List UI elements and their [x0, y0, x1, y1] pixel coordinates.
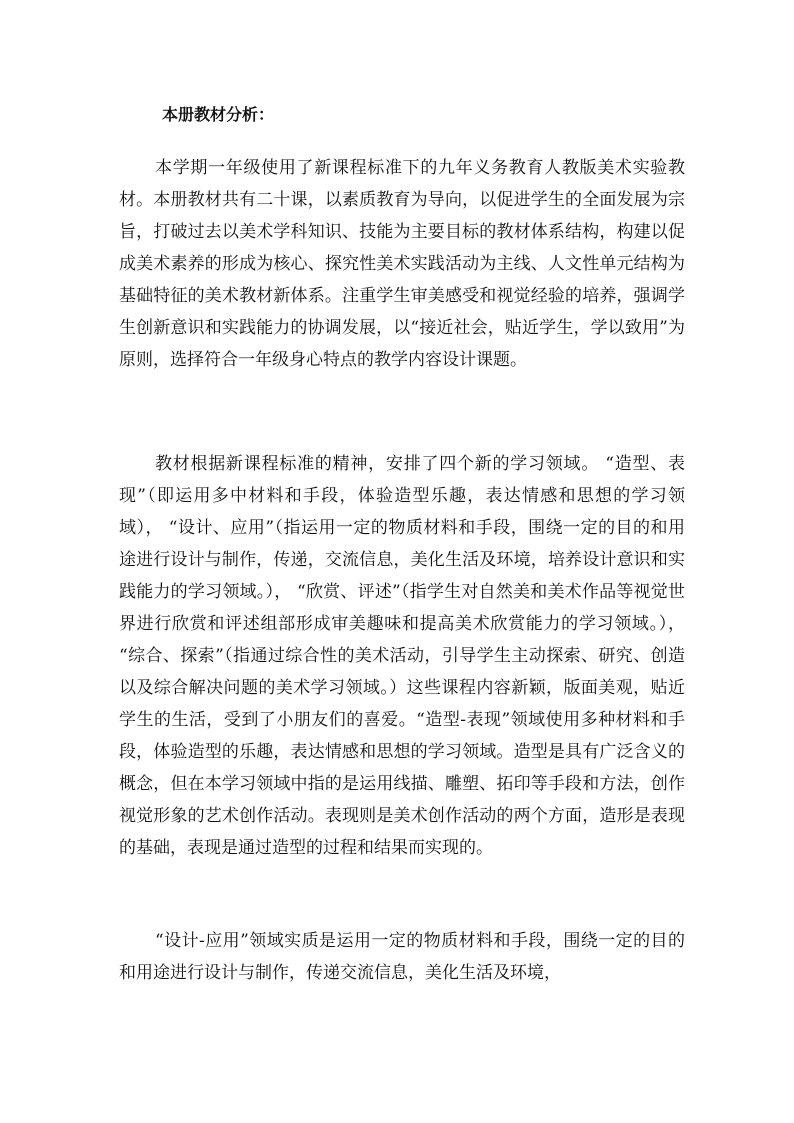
paragraph-learning-domains: 教材根据新课程标准的精神，安排了四个新的学习领域。 “造型、表现”（即运用多中材料和手段，体验造型乐趣，表达情感和思想的学习领域）， “设计、应用”（指运用一定的物质材料和手段，围绕一定的目的和用途进行设计与制作，传递，交流信息，美化生活及环境，培养设计意识和实践能力的学习领域。）， “欣赏、评述”（指学生对自然美和美术作品等视觉世界进行欣赏和评述组部形成审美趣味和提高美术欣赏能力的学习领域。）， “综合、探索”（指通过综合性的美术活动，引导学生主动探索、研究、创造以及综合解决问题的美术学习领域。）这些课程内容新颖，版面美观，贴近学生的生活，受到了小朋友们的喜爱。“造型-表现”领域使用多种材料和手段，体验造型的乐趣，表达情感和思想的学习领域。造型是具有广泛含义的概念，但在本学习领域中指的是运用线描、雕塑、拓印等手段和方法，创作视觉形象的艺术创作活动。表现则是美术创作活动的两个方面，造形是表现的基础，表现是通过造型的过程和结果而实现的。 — [119, 454, 685, 858]
paragraph-design-application: “设计-应用”领域实质是运用一定的物质材料和手段，围绕一定的目的和用途进行设计与制作，传递交流信息，美化生活及环境， — [119, 931, 685, 983]
paragraph-intro: 本学期一年级使用了新课程标准下的九年义务教育人教版美术实验教材。本册教材共有二十课，以素质教育为导向，以促进学生的全面发展为宗旨，打破过去以美术学科知识、技能为主要目标的教材体系结构，构建以促成美术素养的形成为核心、探究性美术实践活动为主线、人文性单元结构为基础特征的美术教材新体系。注重学生审美感受和视觉经验的培养，强调学生创新意识和实践能力的协调发展，以“接近社会，贴近学生，学以致用”为原则，选择符合一年级身心特点的教学内容设计课题。 — [119, 158, 685, 370]
section-heading: 本册教材分析： — [162, 105, 275, 124]
